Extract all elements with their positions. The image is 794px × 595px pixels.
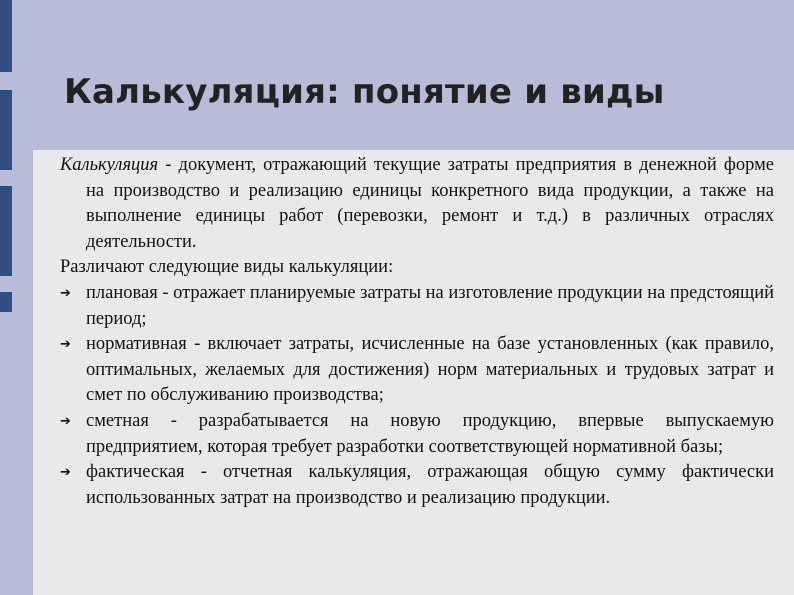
- slide-body: [60, 153, 774, 511]
- definition-term: Калькуляция: [60, 155, 159, 175]
- types-intro: Различают следующие виды калькуляции:: [60, 257, 394, 278]
- arrow-right-icon: ➔: [60, 465, 71, 481]
- definition-text: - документ, отражающий текущие затраты предприятия в денежной форме на производство и реализацию единицы конкретного вида продукции, а также на выполнение единицы работ (перевозки, ремонт и т.д.) в различных отраслях деятельности.: [86, 155, 774, 252]
- list-item-text: плановая - отражает планируемые затраты на изготовление продукции на предстоящий период;: [86, 282, 774, 329]
- list-item-text: сметная - разрабатывается на новую продукцию, впервые выпускаемую предприятием, которая требует разработки соответствующей нормативной базы;: [86, 410, 774, 457]
- list-item: [60, 281, 774, 332]
- slide-title: Калькуляция: понятие и виды: [64, 72, 665, 112]
- types-list: [60, 281, 774, 511]
- side-bar-decoration: [0, 186, 12, 276]
- list-item: [60, 460, 774, 511]
- list-item: [60, 409, 774, 460]
- list-item: [60, 332, 774, 409]
- list-item-text: нормативная - включает затраты, исчисленные на базе установленных (как правило, оптимальных, желаемых для достижения) норм материальных и трудовых затрат и смет по обслуживанию производства;: [86, 334, 774, 406]
- side-bar-decoration: [0, 90, 12, 170]
- definition-paragraph: [60, 153, 774, 255]
- arrow-right-icon: ➔: [60, 285, 71, 301]
- side-bar-decoration: [0, 292, 12, 312]
- arrow-right-icon: ➔: [60, 337, 71, 353]
- arrow-right-icon: ➔: [60, 413, 71, 429]
- list-item-text: фактическая - отчетная калькуляция, отражающая общую сумму фактически использованных затрат на производство и реализацию продукции.: [86, 462, 774, 508]
- side-bar-decoration: [0, 0, 12, 72]
